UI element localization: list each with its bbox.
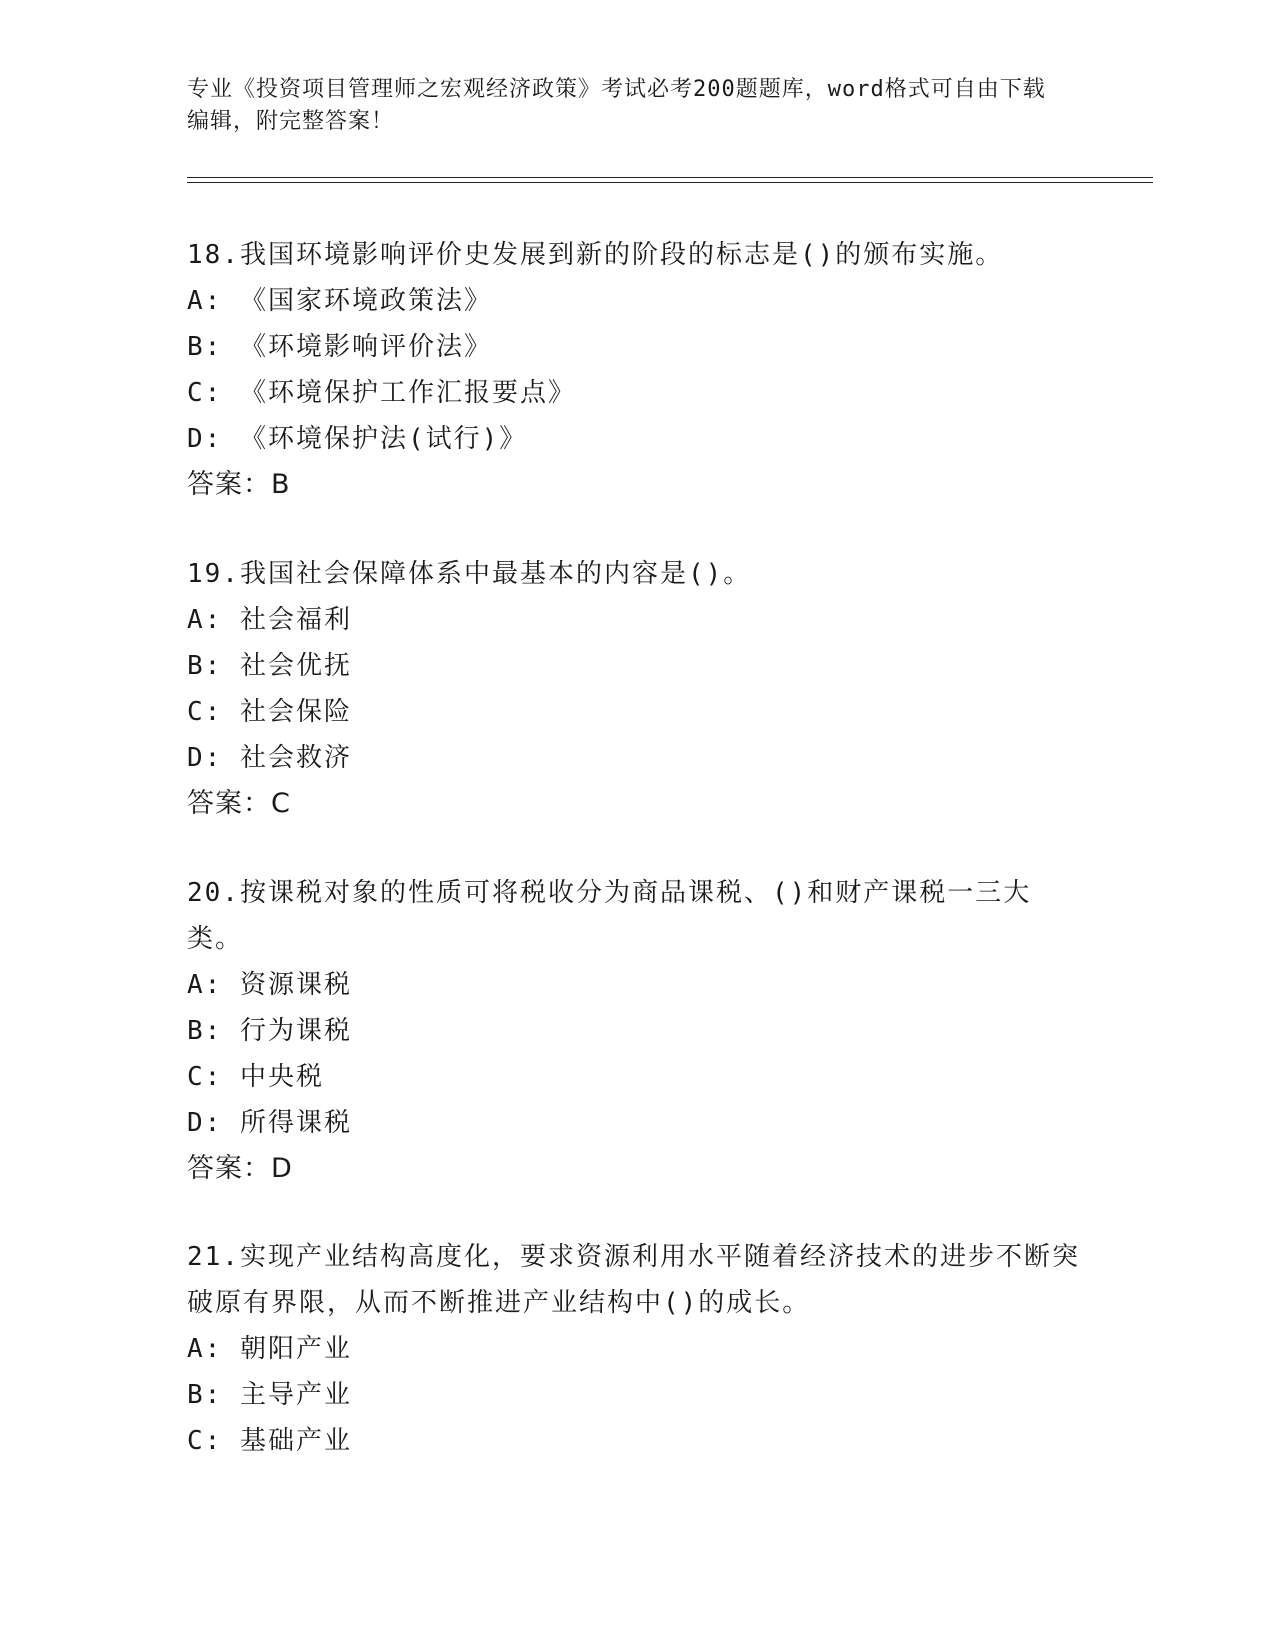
question-stem: 19.我国社会保障体系中最基本的内容是()。 bbox=[187, 559, 752, 589]
header-divider-top bbox=[187, 177, 1153, 178]
question-stem: 20.按课税对象的性质可将税收分为商品课税、()和财产课税一三大类。 bbox=[187, 878, 1032, 954]
header-divider-bottom bbox=[187, 182, 1153, 183]
option-d: D: 所得课税 bbox=[187, 1108, 352, 1138]
option-b: B: 《环境影响评价法》 bbox=[187, 332, 492, 362]
option-a: A: 《国家环境政策法》 bbox=[187, 286, 492, 316]
question-stem: 21.实现产业结构高度化，要求资源利用水平随着经济技术的进步不断突破原有界限，从而不断推进产业结构中()的成长。 bbox=[187, 1242, 1080, 1318]
document-header: 专业《投资项目管理师之宏观经济政策》考试必考200题题库，word格式可自由下载编辑，附完整答案！ bbox=[187, 77, 1046, 134]
question-stem: 18.我国环境影响评价史发展到新的阶段的标志是()的颁布实施。 bbox=[187, 240, 1004, 270]
answer-line: 答案：C bbox=[187, 788, 291, 819]
option-c: C: 中央税 bbox=[187, 1062, 324, 1092]
question-19 bbox=[187, 551, 1087, 827]
option-a: A: 资源课税 bbox=[187, 970, 352, 1000]
option-c: C: 基础产业 bbox=[187, 1426, 352, 1456]
option-b: B: 社会优抚 bbox=[187, 651, 352, 681]
option-d: D: 社会救济 bbox=[187, 743, 352, 773]
option-b: B: 主导产业 bbox=[187, 1380, 352, 1410]
option-b: B: 行为课税 bbox=[187, 1016, 352, 1046]
question-18 bbox=[187, 232, 1087, 508]
option-c: C: 社会保险 bbox=[187, 697, 352, 727]
answer-line: 答案：D bbox=[187, 1153, 293, 1184]
question-21 bbox=[187, 1234, 1087, 1464]
option-a: A: 朝阳产业 bbox=[187, 1334, 352, 1364]
question-20 bbox=[187, 870, 1087, 1192]
option-d: D: 《环境保护法(试行)》 bbox=[187, 424, 528, 454]
option-a: A: 社会福利 bbox=[187, 605, 352, 635]
answer-line: 答案：B bbox=[187, 469, 291, 500]
option-c: C: 《环境保护工作汇报要点》 bbox=[187, 378, 576, 408]
